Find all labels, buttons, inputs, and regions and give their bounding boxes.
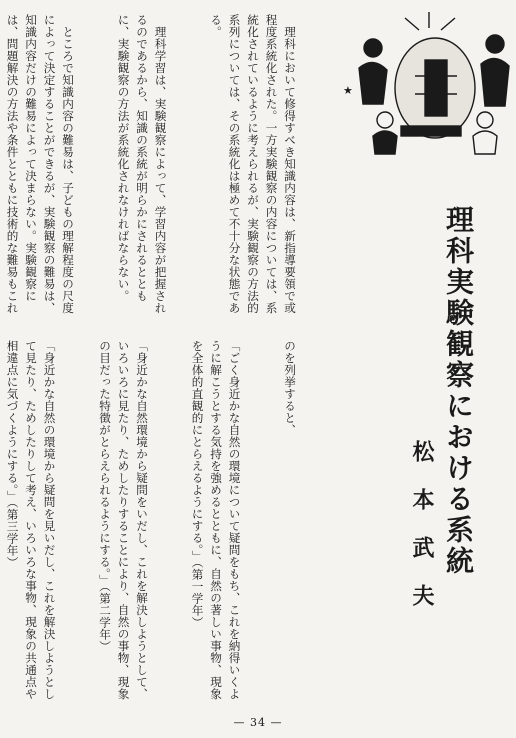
paragraph: 理科において修得すべき知識内容は、新指導要領で或程度系統化された。一方実験観察の内容については、系統化されているように考えられるが、実験観察の方法的系列については、その系統化は極めて不十分な状態である。	[209, 14, 297, 314]
lower-text-block	[5, 340, 336, 702]
header-illustration	[345, 8, 513, 156]
quote: 「身近かな自然環境から疑問をいだし、これを解決しようとして、いろいろに見たり、ためしたりすることにより、自然の事物、現象の目だった特徴がとらえられるようにする。」（第二学年）	[98, 340, 149, 700]
paragraph: ところで知識内容の難易は、子どもの理解程度の尺度によって決定することができるが、実験観察の難易は、知識内容だけの難易によって決まらない。実験観察には、問題解決の方法や条件とともに技術的な難易もこれ	[5, 14, 75, 314]
page-number: — 34 —	[233, 716, 283, 729]
star-icon: ★	[343, 84, 353, 97]
article-title: 理科実験観察における系統	[442, 205, 475, 577]
quote: 「身近かな自然の環境から疑問を見いだし、これを解決しようとして見たり、ためしたりして考え、いろいろな事物、現象の共通点や相違点に気づくようにする。」（第三学年）	[5, 340, 57, 700]
author-name: 松本武夫	[409, 440, 435, 632]
paragraph: のを列挙すると、	[283, 340, 297, 436]
quote: 「ごく身近かな自然の環境について疑問をもち、これを納得いくように解こうとする気持を強めるとともに、自然の著しい事物、現象を全体的直観的にとらえるようにする。」（第一学年）	[190, 340, 242, 700]
upper-text-block	[5, 14, 336, 324]
paragraph: 理科学習は、実験観察によって、学習内容が把握されるのであるから、知識の系統が明らかにされるとともに、実験観察の方法が系統化されなければならない。	[116, 14, 168, 314]
